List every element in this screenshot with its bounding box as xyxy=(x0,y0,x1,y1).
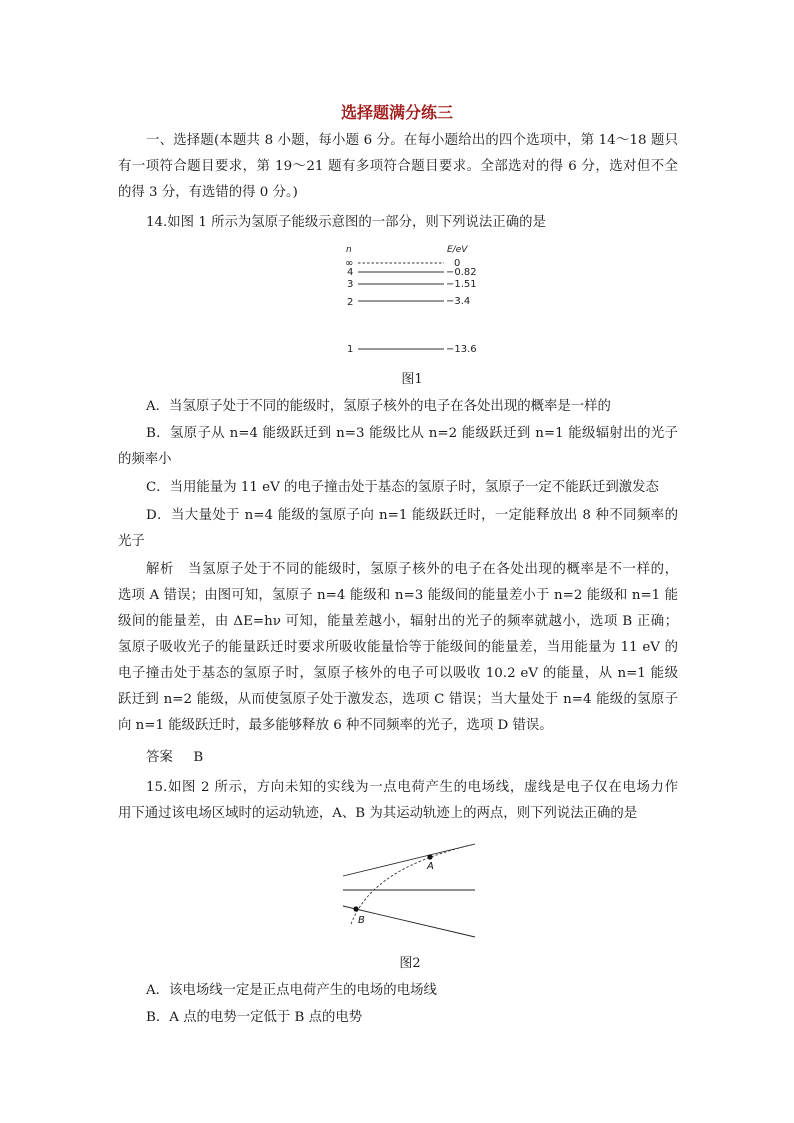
figure-1-caption: 图1 xyxy=(401,372,423,387)
level-n-label: 4 xyxy=(347,267,354,278)
level-energy-label: −13.6 xyxy=(446,344,477,355)
answer-row xyxy=(146,745,678,771)
point-a-dot xyxy=(427,854,432,859)
energy-column-header: E/eV xyxy=(447,245,468,255)
question-14-stem: 14.如图 1 所示为氢原子能级示意图的一部分，则下列说法正确的是 xyxy=(146,215,546,230)
field-line-upper xyxy=(343,844,475,876)
analysis-line: 向 n=1 能级跃迁时，最多能够释放 6 种不同频率的光子，选项 D 错误。 xyxy=(118,718,553,733)
option-d: D．当大量处于 n=4 能级的氢原子向 n=1 能级跃迁时，一定能释放出 8 种不同频率的 xyxy=(146,508,678,523)
n-column-header: n xyxy=(346,245,352,255)
point-a-label: A xyxy=(427,861,434,872)
intro-line: 一、选择题(本题共 8 小题，每小题 6 分。在每小题给出的四个选项中，第 14～18 题只 xyxy=(146,133,678,148)
level-energy-label: 0 xyxy=(454,258,461,269)
level-n-label: 2 xyxy=(347,297,354,308)
point-b-dot xyxy=(353,906,358,911)
level-n-label: 3 xyxy=(347,279,354,290)
intro-line: 的得 3 分，有选错的得 0 分。) xyxy=(118,185,298,200)
option-a: A．当氢原子处于不同的能级时，氢原子核外的电子在各处出现的概率是一样的 xyxy=(146,399,611,414)
analysis-line: 电子撞击处于基态的氢原子时，氢原子核外的电子可以吸收 10.2 eV 的能量，从 n=1 能级 xyxy=(118,666,678,681)
point-b-label: B xyxy=(358,915,365,926)
option-b: B．氢原子从 n=4 能级跃迁到 n=3 能级比从 n=2 能级跃迁到 n=1 能级辐射出的光子 xyxy=(146,426,678,441)
question-15-stem: 15.如图 2 所示，方向未知的实线为一点电荷产生的电场线，虚线是电子仅在电场力作 xyxy=(146,780,678,795)
figure-2-caption: 图2 xyxy=(399,956,421,971)
level-energy-label: −1.51 xyxy=(446,279,477,290)
intro-line: 有一项符合题目要求，第 19～21 题有多项符合题目要求。全部选对的得 6 分，选对但不全 xyxy=(118,159,678,174)
level-n-label: ∞ xyxy=(345,258,354,269)
option-c: C．当用能量为 11 eV 的电子撞击处于基态的氢原子时，氢原子一定不能跃迁到激发态 xyxy=(146,480,659,495)
field-line-diagram xyxy=(335,836,485,944)
analysis-line: 氢原子吸收光子的能量跃迁时要求所吸收能量恰等于能级间的能量差，当用能量为 11 eV 的 xyxy=(118,640,678,655)
level-n-label: 1 xyxy=(347,344,354,355)
analysis-line: 级间的能量差，由 ΔE=hν 可知，能量差越小，辐射出的光子的频率就越小，选项 B 正确； xyxy=(118,614,678,629)
level-energy-label: −3.4 xyxy=(446,296,471,307)
analysis-line: 解析 当氢原子处于不同的能级时，氢原子核外的电子在各处出现的概率是不一样的， xyxy=(146,562,678,577)
analysis-line: 选项 A 错误；由图可知，氢原子 n=4 能级和 n=3 能级间的能量差小于 n=2 能级和 n=1 能 xyxy=(118,588,678,603)
option-b-continued: 的频率小 xyxy=(118,452,172,467)
option-d-continued: 光子 xyxy=(118,534,145,549)
level-energy-label: −0.82 xyxy=(446,267,477,278)
energy-level-diagram xyxy=(330,240,490,360)
question-15-stem-continued: 用下通过该电场区域时的运动轨迹，A、B 为其运动轨迹上的两点，则下列说法正确的是 xyxy=(118,806,638,821)
page-title: 选择题满分练三 xyxy=(340,103,453,122)
answer-label: 答案 xyxy=(146,750,173,765)
answer-value: B xyxy=(193,750,204,765)
analysis-line: 跃迁到 n=2 能级，从而使氢原子处于激发态，选项 C 错误；当大量处于 n=4 能级的氢原子 xyxy=(118,692,678,707)
option-a: A．该电场线一定是正点电荷产生的电场的电场线 xyxy=(146,983,437,998)
option-b: B．A 点的电势一定低于 B 点的电势 xyxy=(146,1010,363,1025)
